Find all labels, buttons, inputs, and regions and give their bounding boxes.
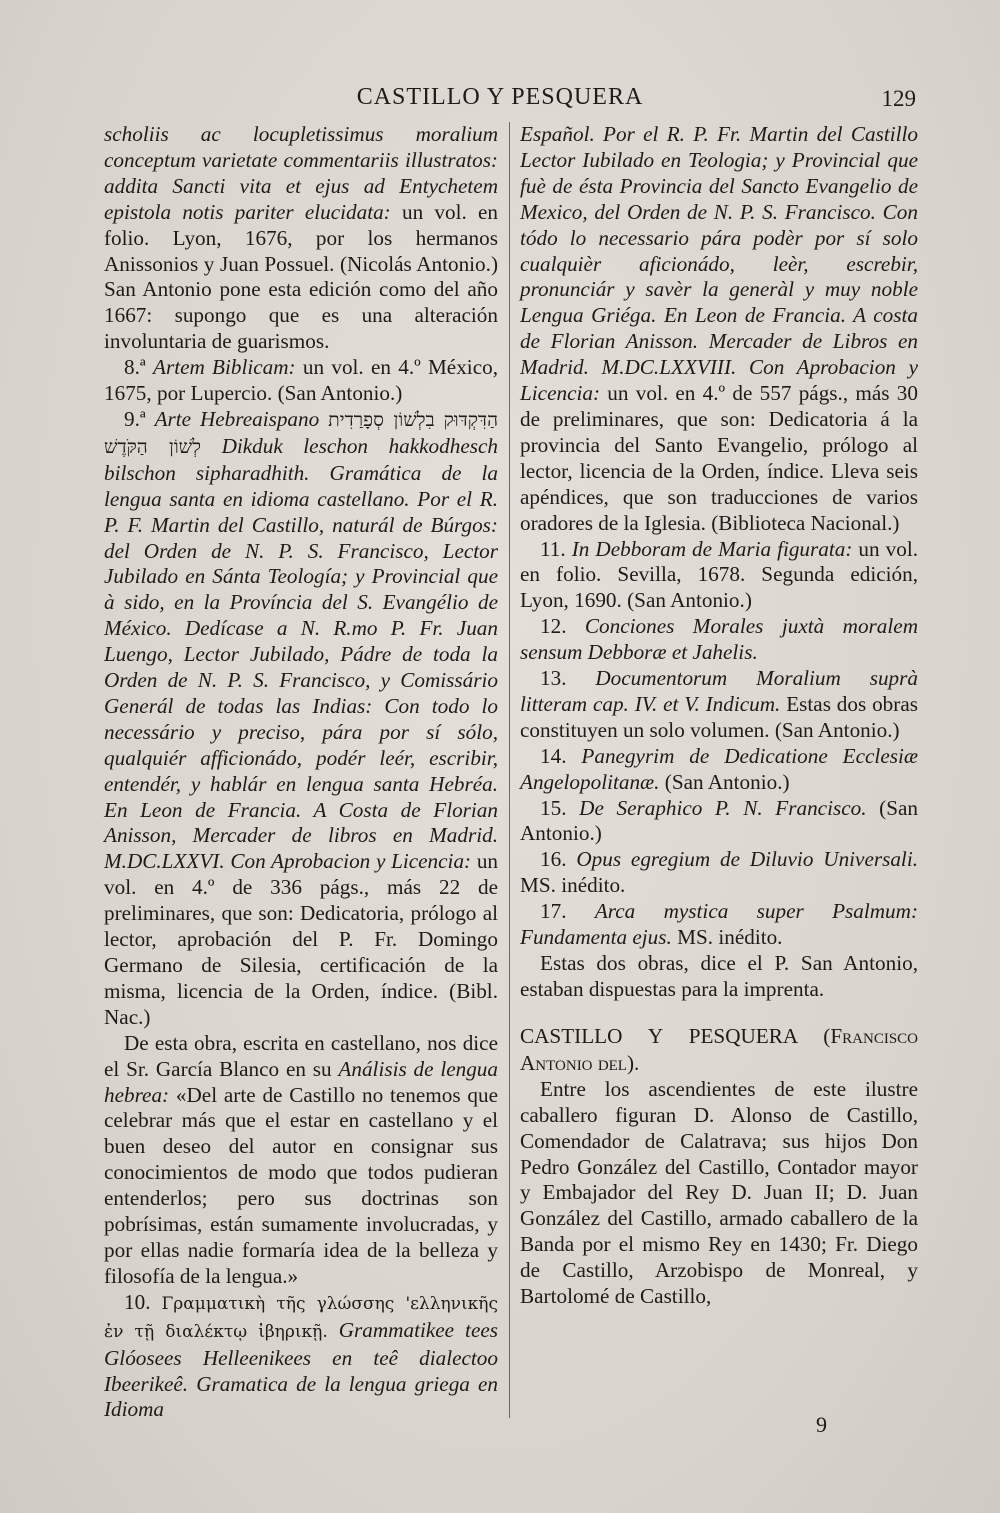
entry-17: 17. Arca mystica super Psalmum: Fundamenta ejus. MS. inédito. — [520, 899, 919, 950]
running-head: CASTILLO Y PESQUERA — [356, 84, 644, 110]
entry-14: 14. Panegyrim de Dedicatione Ecclesiæ Angelopolitanæ. (San Antonio.) — [520, 743, 918, 794]
greek-title: Γραμματικὴ τῆς γλώσσης 'ελληνικῆς ἐν τῇ διαλέκτῳ ἰβηρικῇ. — [104, 1293, 499, 1342]
entry-8: 8.ª Artem Biblicam: un vol. en 4.º México, 1675, por Lupercio. (San Antonio.) — [104, 355, 498, 406]
left-column — [104, 122, 498, 1423]
hebrew-title-1: בִלְשׁוֹן סְפָרַדִית — [328, 408, 435, 431]
entries-note: Estas dos obras, dice el P. San Antonio, estaban dispuestas para la imprenta. — [520, 951, 918, 1001]
entry-9: 9.ª Arte Hebreaispano בִלְשׁוֹן סְפָרַדִית הַדִּקְדּוּק לְשׁוֹן הַקֹּדֶשׁ Dikduk leschon hakkodhesch bilschon sipharadhith. Gramática de la lengua santa en idioma castellano. Por el R. P. F. Martin del Castillo, naturál de Búrgos: del Orden de N. P. S. Francisco, Lector Jubilado en Sánta Teología; y Provincial que à sido, en la Província del S. Evangélio de México. Dedícase a N. R.mo P. Fr. Juan Luengo, Lector Jubilado, Pádre de toda la Orden de N. P. S. Francisco, y Comissário Generál de todas las Indias: Con todo lo necessário y preciso, pára por sí sólo, qualquiér afficionádo, podér leér, escribir, entendér, y hablár en lengua santa Hebréa. En Leon de Francia. A Costa de Florian Anisson, Mercader de libros en Madrid. M.DC.LXXVI. Con Aprobacion y Licencia: un vol. en 4.º de 336 págs., más 22 de preliminares, que son: Dedicatoria, prólogo al lector, aprobación del P. Fr. Domingo Germano de Silesia, certificación de la misma, licencia de la Orden, índice. (Bibl. Nac.) — [104, 406, 499, 1029]
entry-10: 10. Γραμματικὴ τῆς γλώσσης 'ελληνικῆς ἐν τῇ διαλέκτῳ ἰβηρικῇ. Grammatikee tees Glóosees Helleenikees en teê dialectoo Ibeerikeê. Gramatica de la lengua griega en Idioma — [104, 1289, 499, 1422]
page-number: 129 — [881, 86, 916, 111]
entry-15: 15. De Seraphico P. N. Francisco. (San Antonio.) — [520, 795, 918, 846]
signature-mark: 9 — [816, 1412, 827, 1437]
entry-7-continuation: scholiis ac locupletissimus moralium conceptum varietate commentariis illustratos: addita Sancti vita et ejus ad Entychetem epistola notis pariter elucidata: un vol. en folio. Lyon, 1676, por los hermanos Anissonios y Juan Possuel. (Nicolás Antonio.) San Antonio pone esta edición como del año 1667: supongo que es una alteración involuntaria de guarismos. — [104, 122, 498, 354]
hebrew-title-2: הַדִּקְדּוּק לְשׁוֹן הַקֹּדֶשׁ — [104, 408, 498, 458]
section-title: CASTILLO Y PESQUERA (Francisco Antonio del). — [520, 1023, 918, 1075]
entry-11: 11. In Debboram de Maria figurata: un vol. en folio. Sevilla, 1678. Segunda edición, Lyon, 1690. (San Antonio.) — [520, 536, 919, 613]
biography-paragraph: Entre los ascendientes de este ilustre caballero figuran D. Alonso de Castillo, Comendador de Calatrava; sus hijos Don Pedro González del Castillo, Contador mayor y Embajador del Rey D. Juan II; D. Juan González del Castillo, armado caballero de la Banda por el mismo Rey en 1430; Fr. Diego de Castillo, Arzobispo de Monreal, y Bartolomé de Castillo, — [520, 1076, 918, 1309]
right-column — [520, 122, 918, 1310]
garcia-blanco-quote: De esta obra, escrita en castellano, nos dice el Sr. García Blanco en su Análisis de lengua hebrea: «Del arte de Castillo no tenemos que celebrar más que el estar en castellano y el buen deseo del autor en consignar sus conocimientos de modo que todos pudieran entenderlos; pero sus doctrinas son pobrísimas, están sumamente involucradas, y por ellas nadie formaría idea de la belleza y filosofía de la lengua.» — [104, 1030, 498, 1288]
entry-10-continuation: Español. Por el R. P. Fr. Martin del Castillo Lector Iubilado en Teologia; y Provincial que fuè de ésta Provincia del Sancto Evangelio de Mexico, del Orden de N. P. S. Francisco. Con tódo lo necessario pára podèr por sí solo cualquièr aficionádo, leèr, escrebir, pronunciár y savèr la generàl y muy noble Lengua Griéga. En Leon de Francia. A costa de Florian Anisson. Mercader de Libros en Madrid. M.DC.LXXVIII. Con Aprobacion y Licencia: un vol. en 4.º de 557 págs., más 30 de preliminares, que son: Dedicatoria á la provincia del Santo Evangelio, prólogo al lector, licencia de la Orden, índice. Lleva seis apéndices, que son traducciones de varios oradores de la Iglesia. (Biblioteca Nacional.) — [520, 122, 918, 535]
entry-12: 12. Conciones Morales juxtà moralem sensum Debboræ et Jahelis. — [520, 614, 918, 665]
entry-16: 16. Opus egregium de Diluvio Universali. MS. inédito. — [520, 847, 919, 898]
entry-13: 13. Documentorum Moralium suprà litteram cap. IV. et V. Indicum. Estas dos obras constituyen un solo volumen. (San Antonio.) — [520, 666, 918, 742]
column-rule — [509, 122, 510, 1418]
